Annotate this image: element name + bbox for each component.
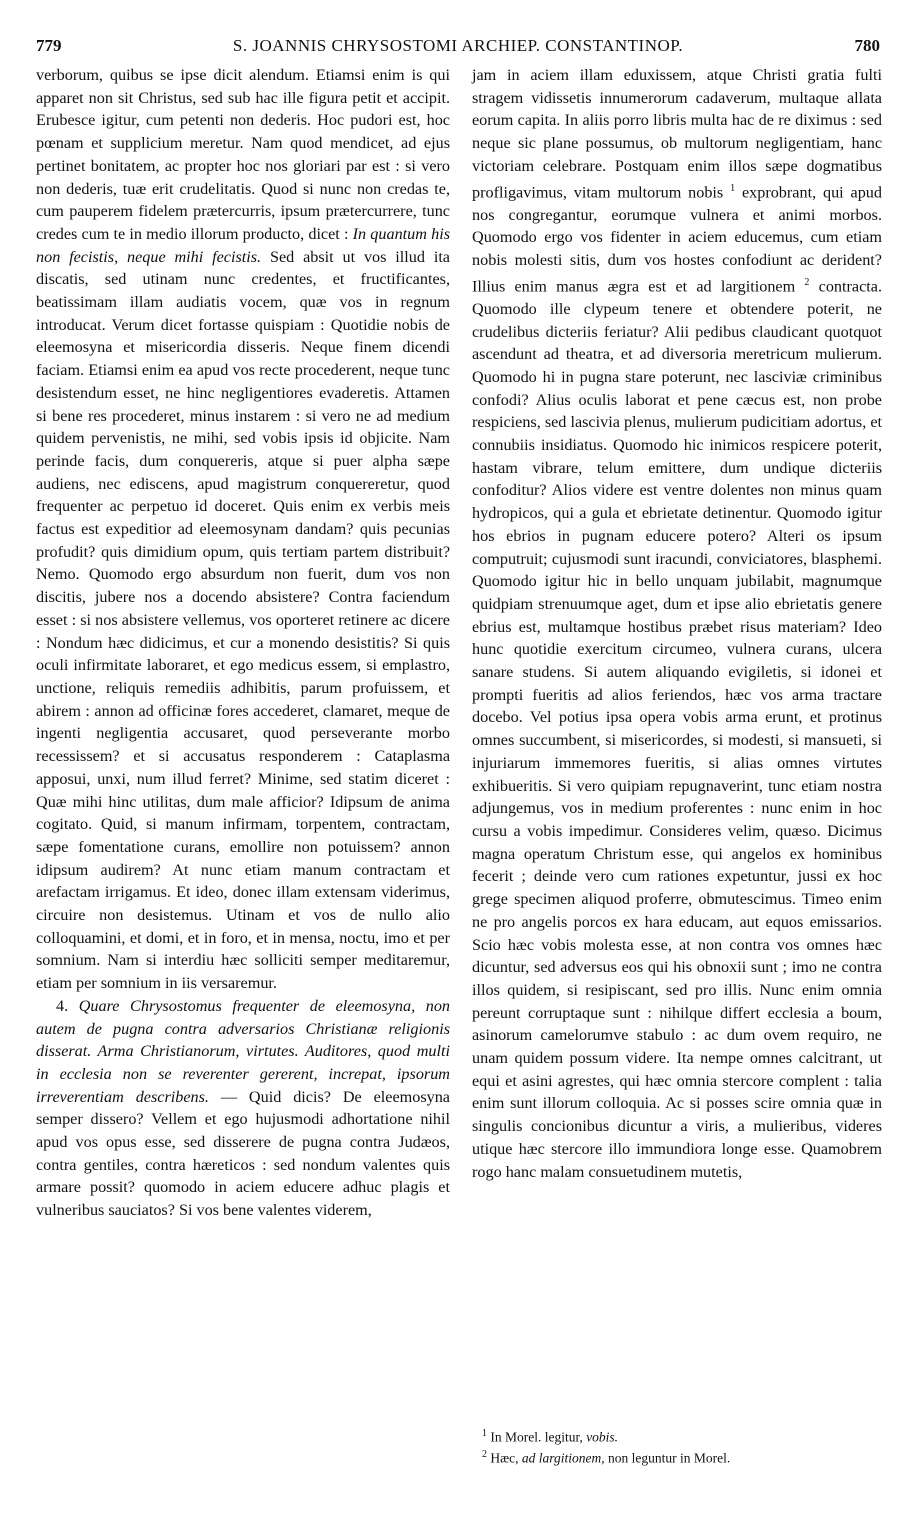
right-p1c: contracta. Quomodo ille clypeum tenere et obtendere poterit, ne crudelibus dicteriis feriatur? Alii pedibus claudicant quotquot ascendunt ad theatra, et ad diversoria meretricum mulierum. Quomodo hi in pugna stare poterunt, nec lasciviæ criminibus confodi? Alius oculis laborat et pene cæcus est, non probe respiciens, sed lascivia plenus, mulierum pudicitiam adortus, et connubiis insidiatus. Quomodo hic inimicos respicere poterit, hastam vibrare, telum emittere, dum undique dicteriis confoditur? Alios videre est ventre dolentes non minus quam hydropicos, qui a gula et ebrietate detinentur. Quomodo igitur hos ebrios in pugnam educere potero? Alteri os ipsum computruit; cujusmodi sunt iracundi, conviciatores, blasphemi. Quomodo igitur hic in bello unquam jubilabit, magnumque quidpiam strenuumque aget, dum et ipse alio ebrietatis genere ebrius est, multamque hostibus præbet risus materiam? Ideo hunc quotidie exercitum circumeo, vulnera curans, ulcera sanare studens. Si autem aliquando evigiletis, si idonei et prompti fueritis ad alios feriendos, hæc vos arma tractare docebo. Vel potius ipsa opera vobis arma erunt, et protinus omnes succumbent, si misericordes, si modesti, si mansueti, si injuriarum immemores fueritis, si alias omnes virtutes exhibueritis. Si vero quipiam repugnaverint, tunc etiam nostra adjungemus, vos in medium proferentes : nunc enim in hoc cursu a vobis impedimur. Consideres velim, quæso. Dicimus magna operatum Christum esse, qui angelos ex hominibus fecerit ; deinde vero cum rationes expetuntur, jussi ex hoc grege specimen aliquod proferre, obmutescimus. Timeo enim ne pro angelis porcos ex hara educam, aut equos emissarios. Scio hæc vobis molesta esse, at non contra vos omnes hæc dicuntur, sed adversus eos qui his obnoxii sunt ; imo ne contra illos quidem, si resipiscant, sed pro illis. Nunc enim omnia pereunt corruptaque sunt : nihilque differt ecclesia a boum, asinorum camelorumve stabulo : ac dum ovem requiro, ne unam quidem possum videre. Ita nempe omnes calcitrant, ut equi et asini agrestes, qui hæc omnia stercore complent : talia enim sunt illorum colloquia. Ac si posses scire omnia quæ in singulis concionibus dicuntur a viris, a mulieribus, videres utique hæc stercore illo immundiora longe esse. Quamobrem rogo hanc malam consuetudinem mutetis, xyxy=(472,277,883,1181)
left-column xyxy=(36,64,450,1222)
footnote-2-text-b: non leguntur in Morel. xyxy=(608,1450,731,1465)
right-column xyxy=(472,64,882,1183)
footnote-1 xyxy=(472,1425,882,1446)
footnote-ref-2: 2 xyxy=(804,276,810,288)
section-number: 4. xyxy=(56,996,79,1015)
right-page-number: 780 xyxy=(854,36,880,55)
footnote-2-text-a: Hæc, xyxy=(490,1450,522,1465)
page-header xyxy=(36,36,880,64)
right-p1b: exprobrant, qui apud nos congregantur, eorumque vulnera et animi morbos. Quomodo ergo vos fidenter in aciem educemus, cum etiam nobis molesti sitis, dum vos hostes confodiunt ac derident? Illius enim manus ægra est et ad largitionem xyxy=(472,182,882,296)
left-paragraph-1 xyxy=(36,64,450,995)
footnote-ref-1: 1 xyxy=(730,182,736,194)
right-p1a: jam in aciem illam eduxissem, atque Christi gratia fulti stragem vidissetis innumerorum cadaverum, multaque allata eorum capita. In aliis porro libris multa hac de re diximus : sed neque sic plane possumus, ob multorum negligentiam, hanc victoriam celebrare. Postquam enim illos sæpe dogmatibus profligavimus, vitam multorum nobis xyxy=(472,66,882,201)
section-4-paragraph xyxy=(36,995,450,1222)
footnote-1-text: In Morel. legitur, xyxy=(490,1429,587,1445)
running-title: S. JOANNIS CHRYSOSTOMI ARCHIEP. CONSTANTINOP. xyxy=(232,36,684,55)
footnotes xyxy=(472,1425,882,1466)
left-p1-text: verborum, quibus se ipse dicit alendum. Etiamsi enim is qui apparet non sit Christus, sed sub hac ille figura petit et accipit. Erubesce igitur, cum petenti non dederis. Hoc pudori est, hoc pœnam et supplicium meretur. Nam quod mendicet, ad ejus pertinet bonitatem, ac propter hoc nos gloriari par est : si vero non dederis, tuæ erit crudelitatis. Quod si nunc non credas te, cum pauperem fidelem prætercurris, ipsum prætercurrere, tunc credes cum te in medio illorum producto, dicet : xyxy=(36,66,450,243)
left-p1-rest: Sed absit ut vos illud ita discatis, sed utinam nunc credentes, et fructificantes, beatissimam illam audiatis vocem, quæ vos in regnum introducat. Verum dicet fortasse quispiam : Quotidie nobis de eleemosyna et misericordia disseris. Neque finem dicendi faciam. Etiamsi enim ea apud vos recte procederent, neque tunc desistendum esset, ne hinc negligentiores evaderetis. Attamen si bene res procederet, minus instarem : si vero ne ad medium quidem pervenistis, ne mihi, sed vobis ipsis id objicite. Nam perinde facis, dum conquereris, atque si puer alpha sæpe audiens, nec ediscens, apud magistrum conquereretur, quod frequenter ac perpetuo id doceret. Quis enim ex verbis meis factus est expeditior ad eleemosynam dandam? quis pecunias profudit? quis dimidium opum, quis tertiam partem distribuit? Nemo. Quomodo ergo absurdum non fuerit, dum vos non discitis, jubere nos a docendo absistere? Contra faciendum esset : si nos absistere vellemus, vos oporteret retinere ac dicere : Nondum hæc didicimus, et cur a monendo desistitis? Si quis oculi infirmitate laboraret, et ego medicus essem, si emplastro, unctione, reliquis remediis adhibitis, parum profuissem, et abirem : annon ad officinæ fores accederet, clamaret, meque de ingenti negligentia accusaret, quod perseverante morbo recessissem? et si accusatus responderem : Cataplasma apposui, unxi, num illud ferret? Minime, sed statim diceret : Quæ mihi hinc utilitas, dum male afficior? Idipsum de anima cogitato. Quid, si manum infirmam, torpentem, contractam, sæpe fomentatione curans, emollire non potuissem? annon idipsum audirem? At nunc etiam manum contractam et arefactam irrigamus. Et ideo, donec illam extensam viderimus, circuire non desistemus. Utinam et vos de nullo alio colloquamini, et domi, et in foro, et in mensa, noctu, imo et per somnium. Nam si interdiu hæc solliciti semper meditaremur, etiam per somnium in iis versaremur. xyxy=(36,247,450,993)
section-4-text: — Quid dicis? De eleemosyna semper dissero? Vellem et ego hujusmodi adhortatione nihil apud vos opus esse, sed disserere de pugna contra Judæos, contra gentiles, contra hæreticos : sed nondum valentes quis armare possit? quomodo in aciem educere adhuc plagis et vulneribus sauciatos? Si vos bene valentes viderem, xyxy=(36,1087,450,1220)
section-summary: Quare Chrysostomus frequenter de eleemosyna, non autem de pugna contra adversarios Christianæ religionis disserat. Arma Christianorum, virtutes. Auditores, quod multi in ecclesia non se reverenter gererent, increpat, ipsorum irreverentiam describens. xyxy=(36,996,451,1106)
footnote-2-italic: ad largitionem, xyxy=(521,1450,608,1465)
footnote-2 xyxy=(472,1446,882,1467)
left-p1-quote: In quantum his non fecistis, neque mihi fecistis. xyxy=(36,224,451,266)
right-paragraph-1 xyxy=(472,64,882,1183)
footnote-2-number: 2 xyxy=(482,1448,487,1460)
footnote-1-italic: vobis. xyxy=(586,1429,619,1445)
left-page-number: 779 xyxy=(36,36,62,55)
footnote-1-number: 1 xyxy=(482,1428,487,1439)
